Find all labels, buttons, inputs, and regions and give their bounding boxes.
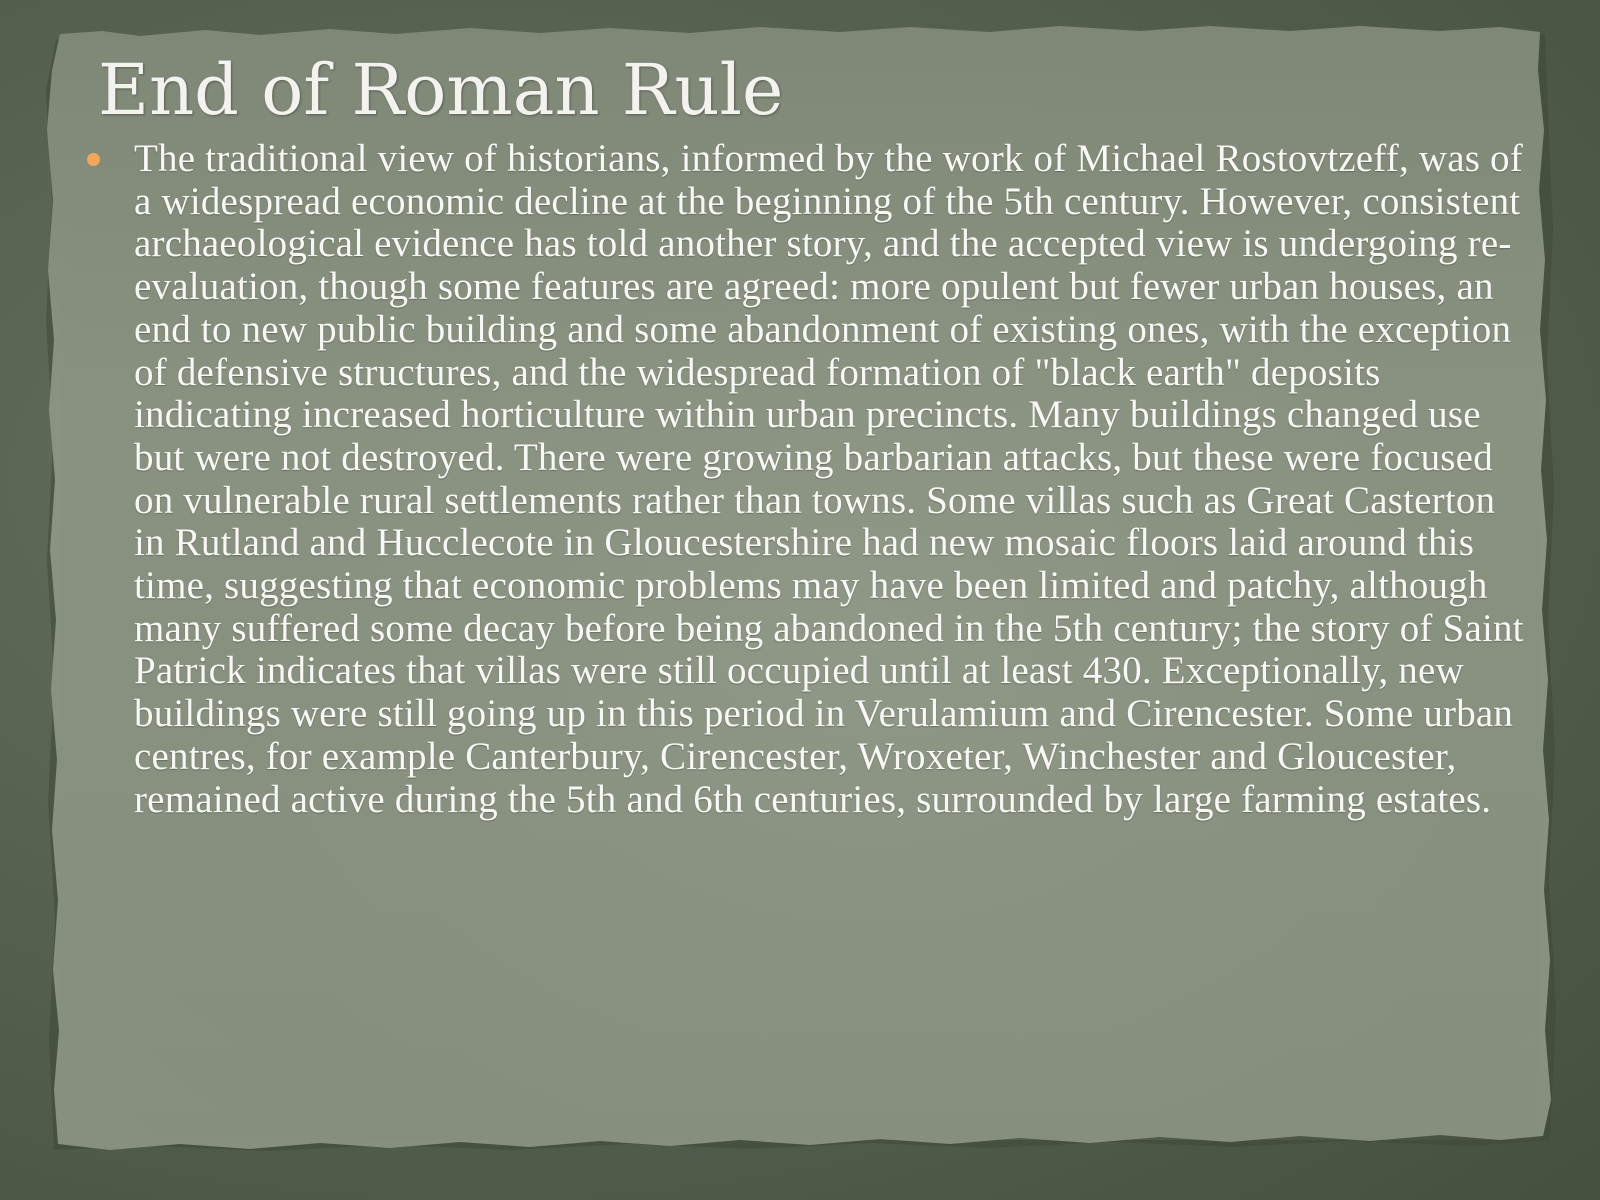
bullet-text: The traditional view of historians, informed by the work of Michael Rostovtzeff, was of a widespread economic decline at the beginning of the 5th century. However, consistent archaeological evidence has told another story, and the accepted view is undergoing re-evaluation, though some features are agreed: more opulent but fewer urban houses, an end to new public building and some abandonment of existing ones, with the exception of defensive structures, and the widespread formation of "black earth" deposits indicating increased horticulture within urban precincts. Many buildings changed use but were not destroyed. There were growing barbarian attacks, but these were focused on vulnerable rural settlements rather than towns. Some villas such as Great Casterton in Rutland and Hucclecote in Gloucestershire had new mosaic floors laid around this time, suggesting that economic problems may have been limited and patchy, although many suffered some decay before being abandoned in the 5th century; the story of Saint Patrick indicates that villas were still occupied until at least 430. Exceptionally, new buildings were still going up in this period in Verulamium and Cirencester. Some urban centres, for example Canterbury, Cirencester, Wroxeter, Winchester and Gloucester, remained active during the 5th and 6th centuries, surrounded by large farming estates. — [134, 137, 1524, 821]
slide-content — [84, 138, 1534, 821]
bullet-dot-icon — [87, 153, 100, 166]
bullet-item — [84, 138, 1534, 821]
slide-title: End of Roman Rule — [98, 49, 784, 131]
